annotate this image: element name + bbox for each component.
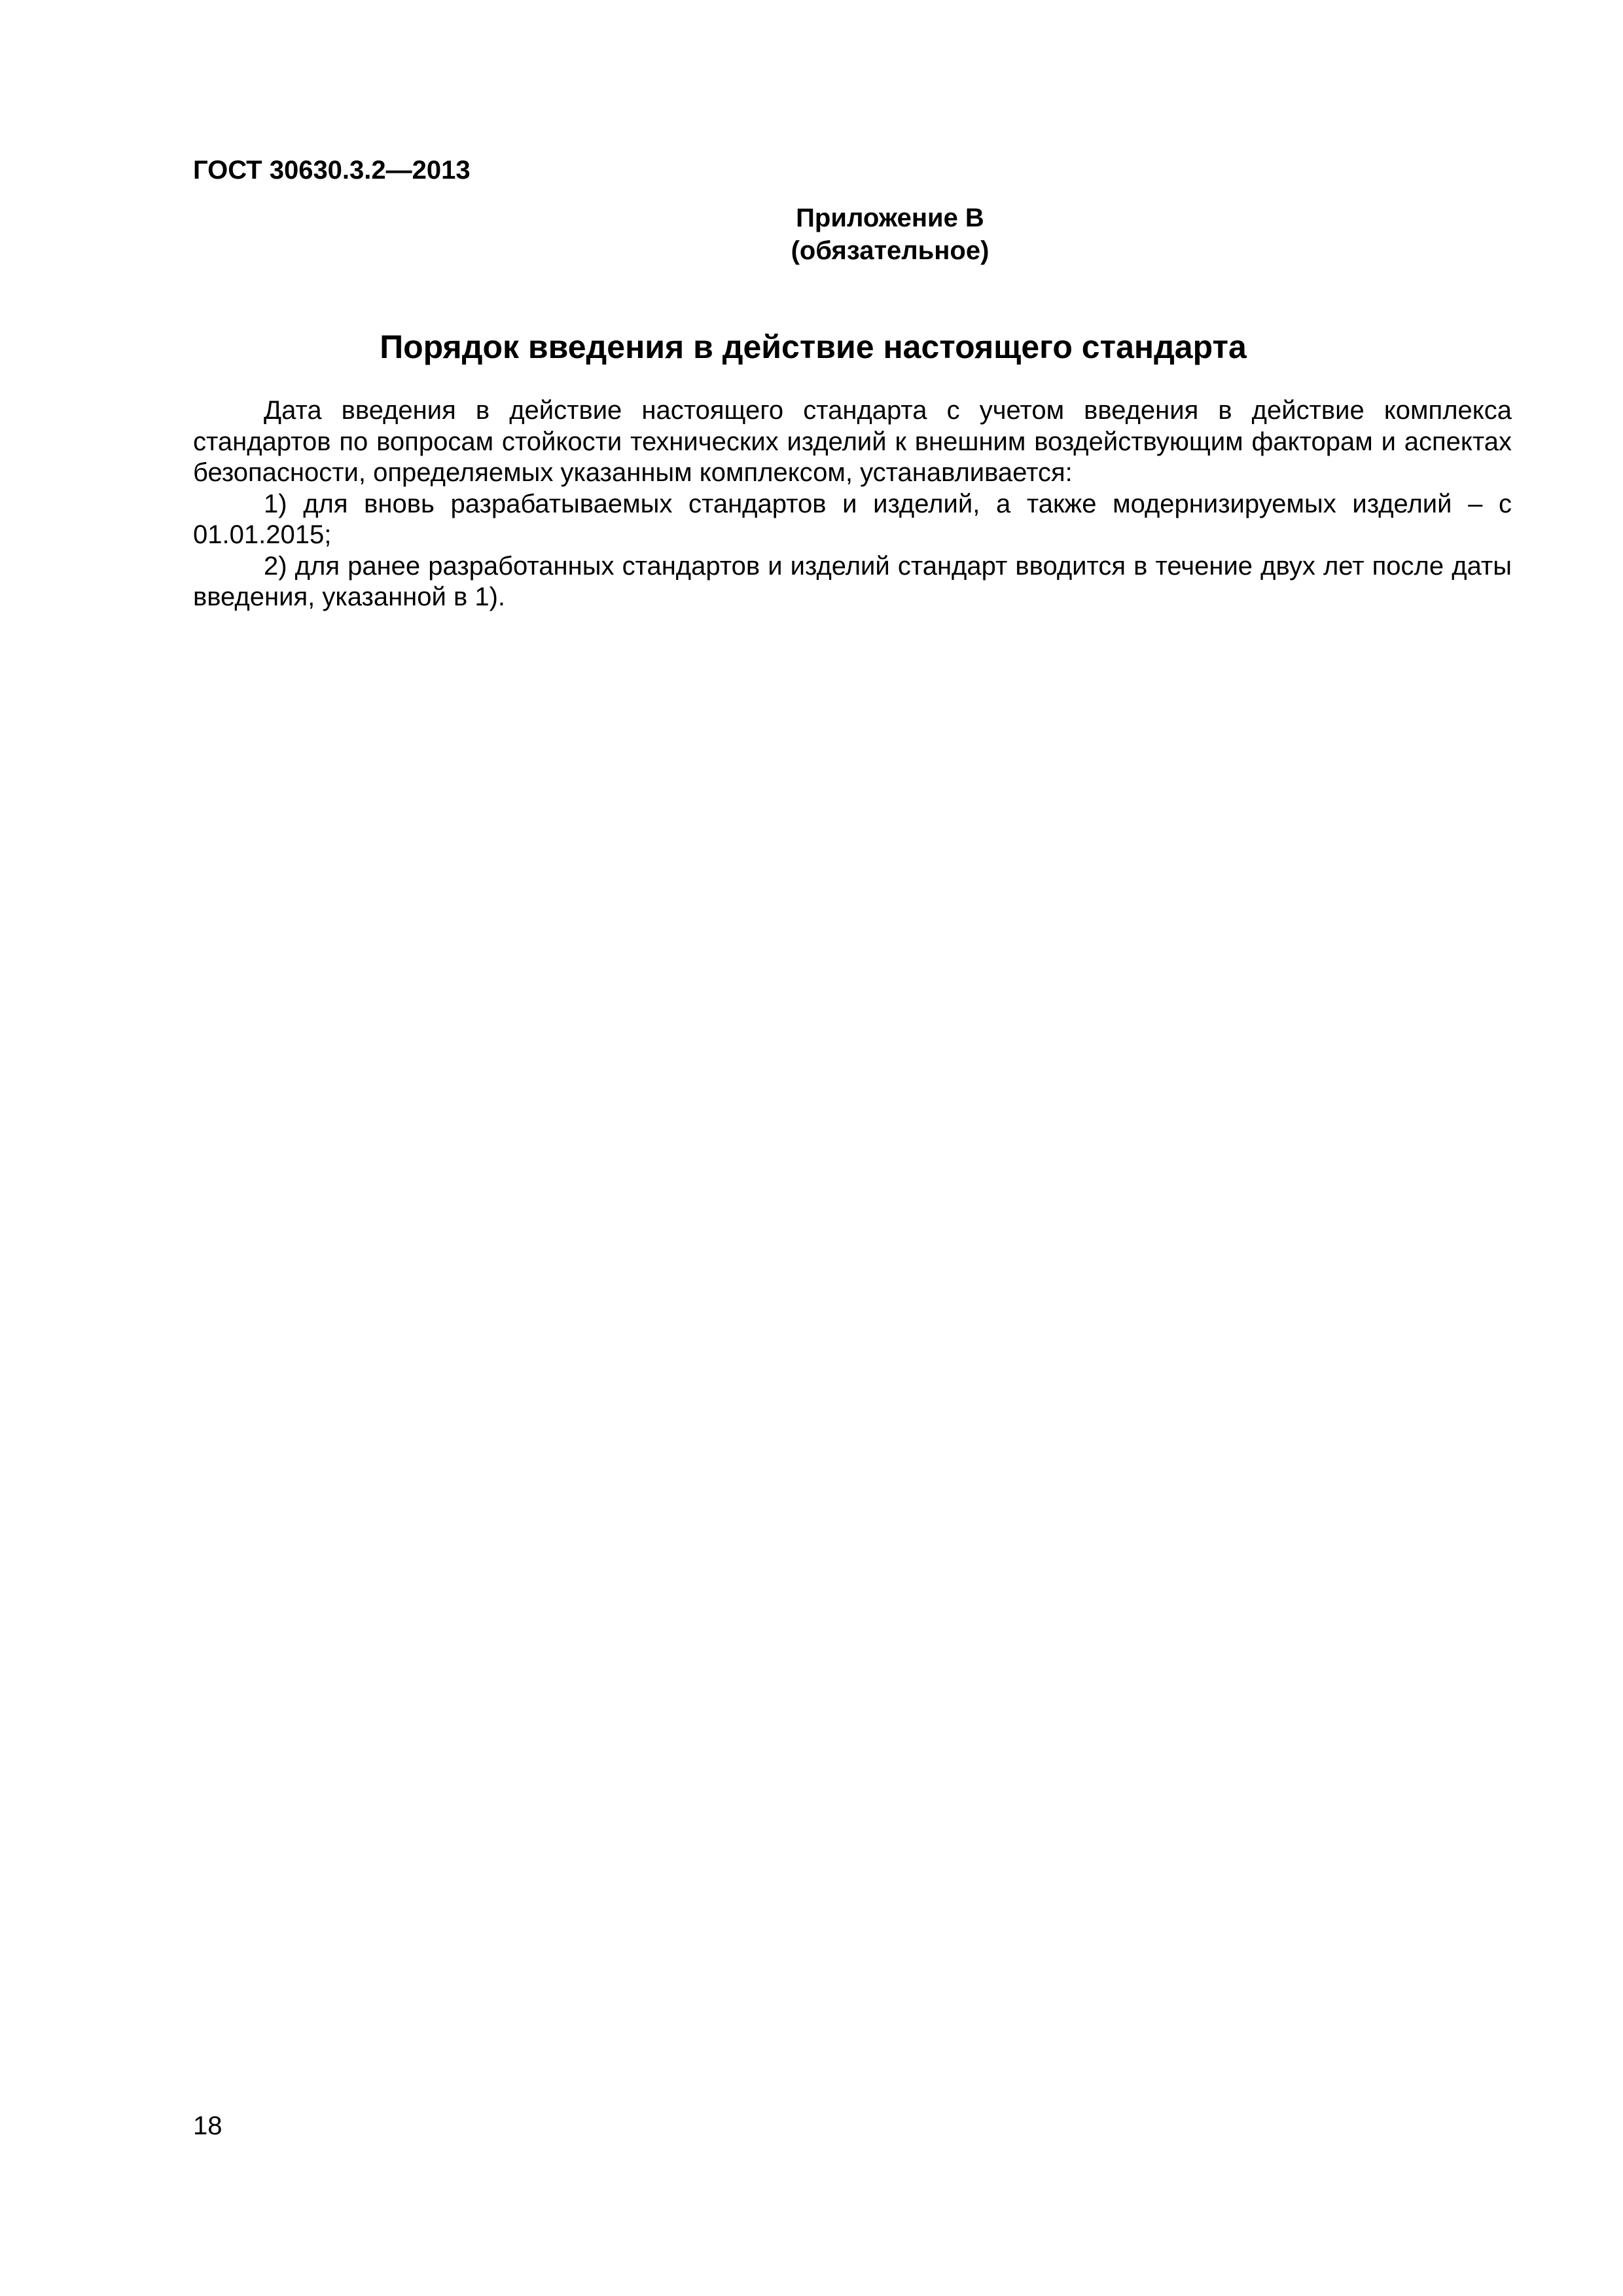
- paragraph-item-2: 2) для ранее разработанных стандартов и изделий стандарт вводится в течение двух лет после даты введения, указанной в 1).: [193, 551, 1512, 611]
- appendix-status: (обязательное): [791, 236, 990, 265]
- paragraph-intro: Дата введения в действие настоящего стандарта с учетом введения в действие комплекса стандартов по вопросам стойкости технических изделий к внешним воздействующим факторам и аспектах безопасности, определяемых указанным комплексом, устанавливается:: [193, 396, 1512, 487]
- paragraph-item-1: 1) для вновь разрабатываемых стандартов и изделий, а также модернизируемых изделий – с 01.01.2015;: [193, 489, 1512, 549]
- appendix-title: Приложение В: [796, 204, 984, 232]
- page-number: 18: [193, 2111, 223, 2140]
- body-text: [193, 395, 1512, 613]
- appendix-heading: [720, 202, 1060, 267]
- standard-code-header: ГОСТ 30630.3.2—2013: [193, 156, 471, 185]
- section-title: Порядок введения в действие настоящего стандарта: [380, 329, 1247, 365]
